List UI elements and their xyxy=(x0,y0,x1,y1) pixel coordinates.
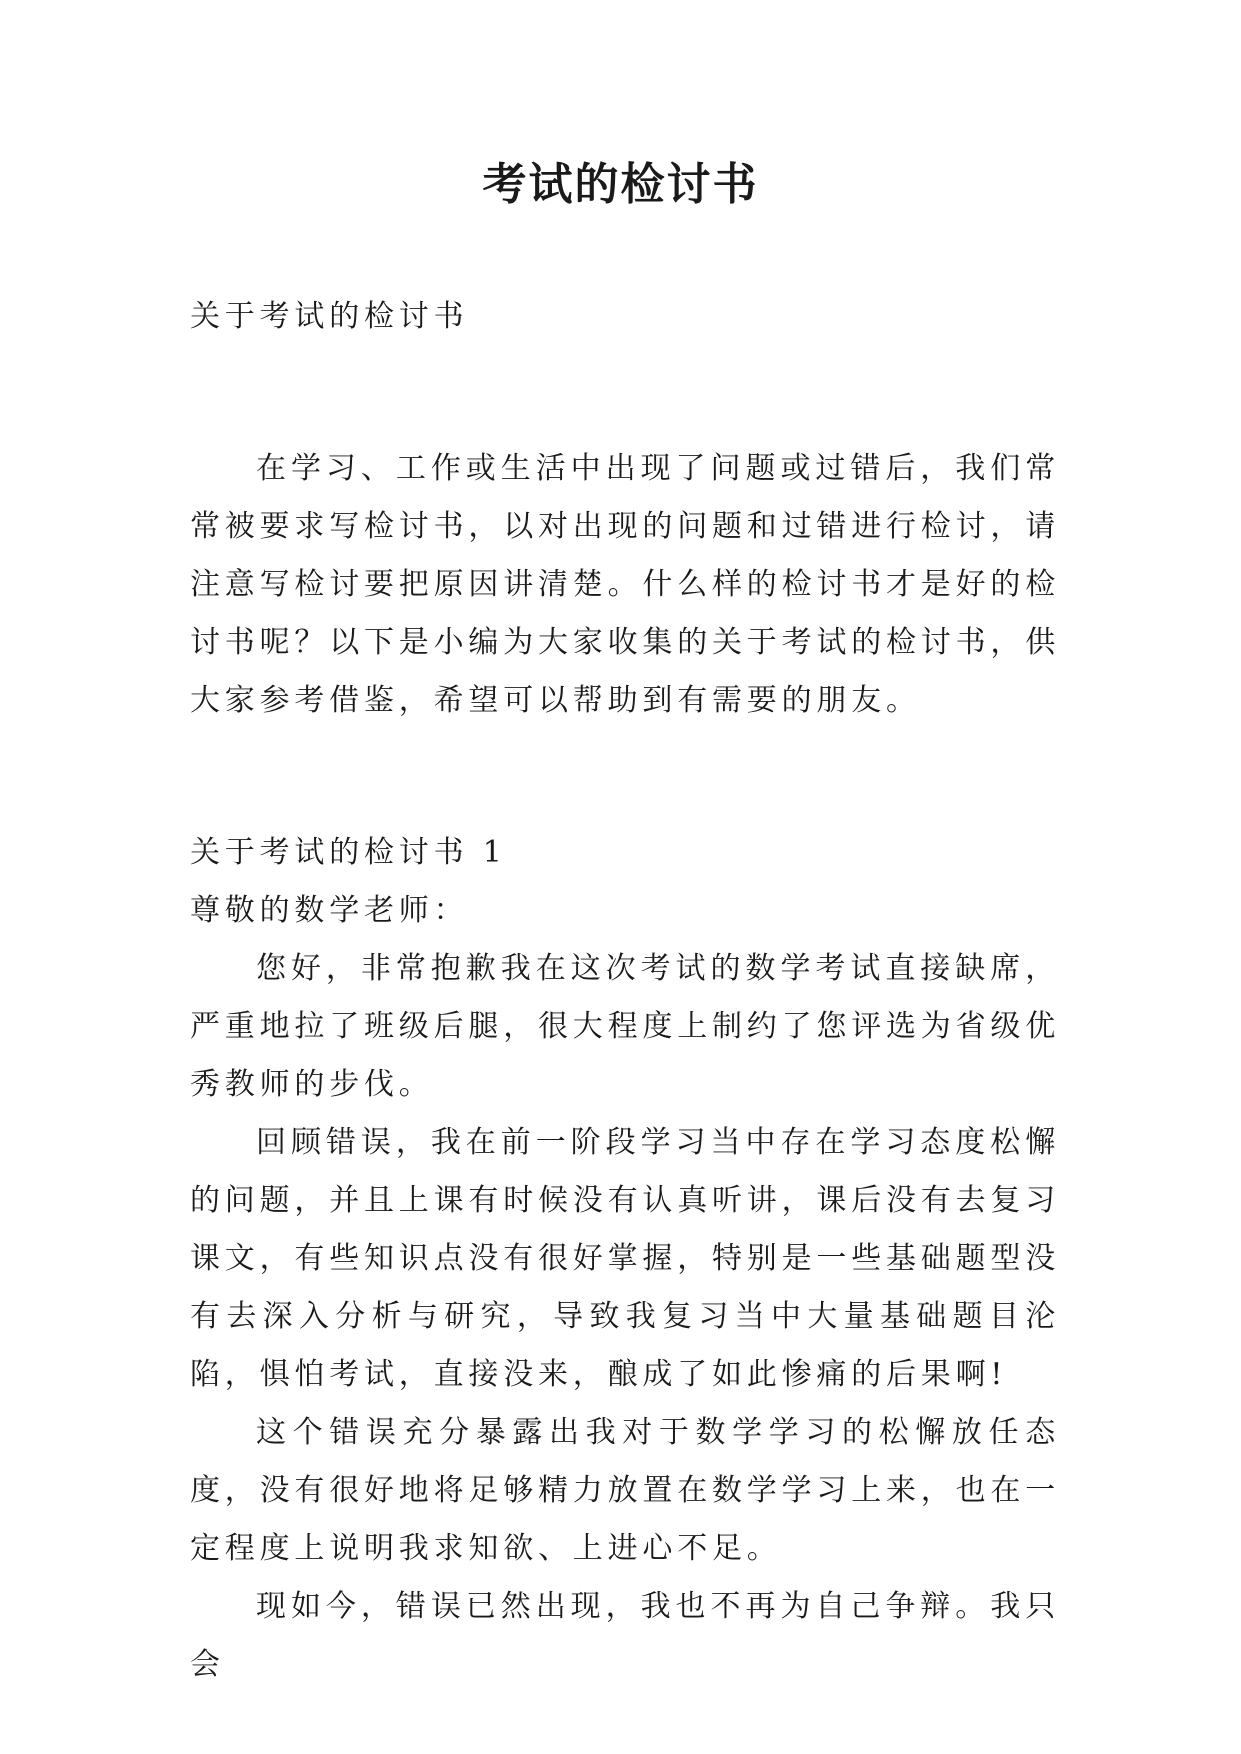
document-subtitle: 关于考试的检讨书 xyxy=(190,299,469,334)
body-paragraph-3: 这个错误充分暴露出我对于数学学习的松懈放任态度，没有很好地将足够精力放置在数学学习上来，也在一定程度上说明我求知欲、上进心不足。 xyxy=(190,1415,1060,1566)
body-paragraph-2: 回顾错误，我在前一阶段学习当中存在学习态度松懈的问题，并且上课有时候没有认真听讲，课后没有去复习课文，有些知识点没有很好掌握，特别是一些基础题型没有去深入分析与研究，导致我复习当中大量基础题目沦陷，惧怕考试，直接没来，酿成了如此惨痛的后果啊! xyxy=(190,1125,1060,1392)
body-paragraph-4: 现如今，错误已然出现，我也不再为自己争辩。我只会 xyxy=(190,1589,1060,1682)
salutation: 尊敬的数学老师： xyxy=(190,893,469,928)
document-title: 考试的检讨书 xyxy=(482,159,759,210)
document-body xyxy=(190,288,1060,1694)
intro-paragraph: 在学习、工作或生活中出现了问题或过错后，我们常常被要求写检讨书，以对出现的问题和过错进行检讨，请注意写检讨要把原因讲清楚。什么样的检讨书才是好的检讨书呢？以下是小编为大家收集的关于考试的检讨书，供大家参考借鉴，希望可以帮助到有需要的朋友。 xyxy=(190,451,1060,718)
section-heading: 关于考试的检讨书 1 xyxy=(190,835,507,870)
body-paragraph-1: 您好，非常抱歉我在这次考试的数学考试直接缺席，严重地拉了班级后腿，很大程度上制约了您评选为省级优秀教师的步伐。 xyxy=(190,951,1060,1102)
